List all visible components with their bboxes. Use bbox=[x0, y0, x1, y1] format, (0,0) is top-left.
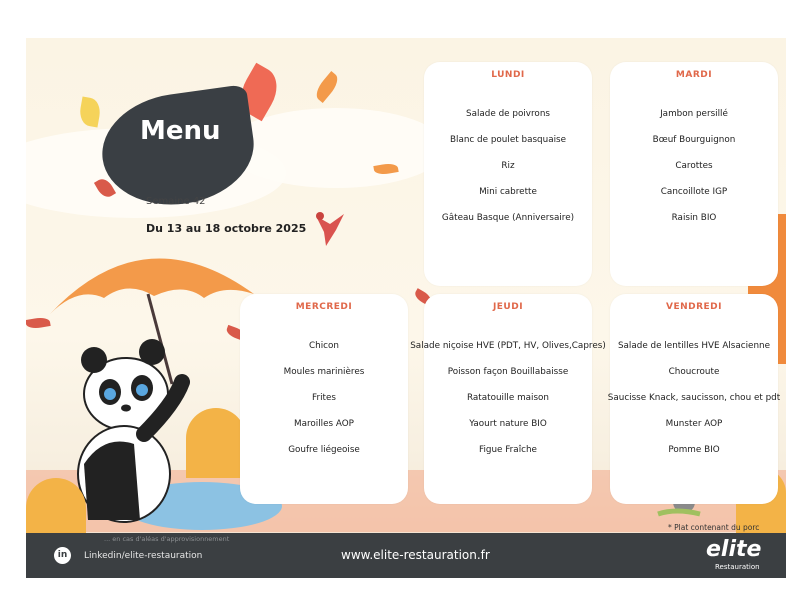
dish-item: Moules marinières bbox=[283, 367, 365, 377]
linkedin-icon[interactable]: in bbox=[54, 547, 71, 564]
dish-list bbox=[586, 340, 786, 470]
dish-item: Mini cabrette bbox=[479, 187, 537, 197]
pork-footnote: * Plat contenant du porc bbox=[668, 523, 760, 532]
day-card-vendredi bbox=[607, 294, 781, 504]
week-label: Semaine 42 bbox=[146, 196, 206, 207]
bush-shape bbox=[186, 408, 246, 478]
dish-item: Bœuf Bourguignon bbox=[652, 135, 736, 145]
bird-icon bbox=[310, 206, 360, 250]
brand-logo: elite bbox=[706, 537, 762, 562]
day-card-mardi bbox=[610, 62, 778, 286]
day-label: MERCREDI bbox=[295, 302, 353, 312]
autumn-leaf-icon bbox=[312, 71, 342, 103]
linkedin-link[interactable]: Linkedin/elite-restauration bbox=[84, 551, 203, 561]
dish-list bbox=[424, 108, 592, 238]
dish-item: Riz bbox=[501, 161, 515, 171]
supply-note: ... en cas d'aléas d'approvisionnement bbox=[104, 535, 230, 543]
dish-item: Salade de poivrons bbox=[466, 109, 550, 119]
dish-item: Munster AOP bbox=[665, 419, 723, 429]
dish-item: Cancoillote IGP bbox=[660, 187, 728, 197]
dish-list bbox=[240, 340, 408, 470]
dish-item: Yaourt nature BIO bbox=[469, 419, 547, 429]
dish-item: Salade niçoise HVE (PDT, HV, Olives,Capres) bbox=[410, 341, 606, 351]
dish-item: Pomme BIO bbox=[668, 445, 720, 455]
dish-item: Chicon bbox=[309, 341, 339, 351]
dish-item: Poisson façon Bouillabaisse bbox=[447, 367, 569, 377]
day-label: JEUDI bbox=[492, 302, 524, 312]
dish-item: Maroilles AOP bbox=[293, 419, 354, 429]
dish-item: Jambon persillé bbox=[660, 109, 728, 119]
bush-shape bbox=[26, 478, 86, 538]
footer-bar bbox=[26, 533, 786, 578]
day-label: LUNDI bbox=[491, 70, 525, 80]
dish-item: Gâteau Basque (Anniversaire) bbox=[441, 213, 575, 223]
day-card-jeudi bbox=[410, 294, 606, 504]
autumn-leaf-icon bbox=[78, 96, 103, 127]
dish-item: Raisin BIO bbox=[671, 213, 717, 223]
day-card-lundi bbox=[424, 62, 592, 286]
page-title: Menu bbox=[140, 116, 221, 146]
day-card-mercredi bbox=[240, 294, 408, 504]
dish-item: Salade de lentilles HVE Alsacienne bbox=[617, 341, 771, 351]
dish-list bbox=[610, 108, 778, 238]
dish-item: Figue Fraîche bbox=[479, 445, 537, 455]
date-range: Du 13 au 18 octobre 2025 bbox=[146, 222, 307, 235]
dish-item: Saucisse Knack, saucisson, chou et pdt bbox=[607, 393, 781, 403]
dish-item: Carottes bbox=[675, 161, 713, 171]
dish-item: Choucroute bbox=[668, 367, 720, 377]
panda-umbrella-illustration bbox=[44, 224, 264, 524]
dish-item: Goufre liégeoise bbox=[288, 445, 360, 455]
dish-item: Ratatouille maison bbox=[466, 393, 550, 403]
day-label: MARDI bbox=[675, 70, 713, 80]
menu-sheet bbox=[26, 38, 786, 578]
dish-item: Frites bbox=[312, 393, 336, 403]
dish-item: Blanc de poulet basquaise bbox=[449, 135, 567, 145]
brand-subtitle: Restauration bbox=[715, 563, 760, 571]
website-link[interactable]: www.elite-restauration.fr bbox=[341, 548, 490, 562]
day-label: VENDREDI bbox=[665, 302, 722, 312]
